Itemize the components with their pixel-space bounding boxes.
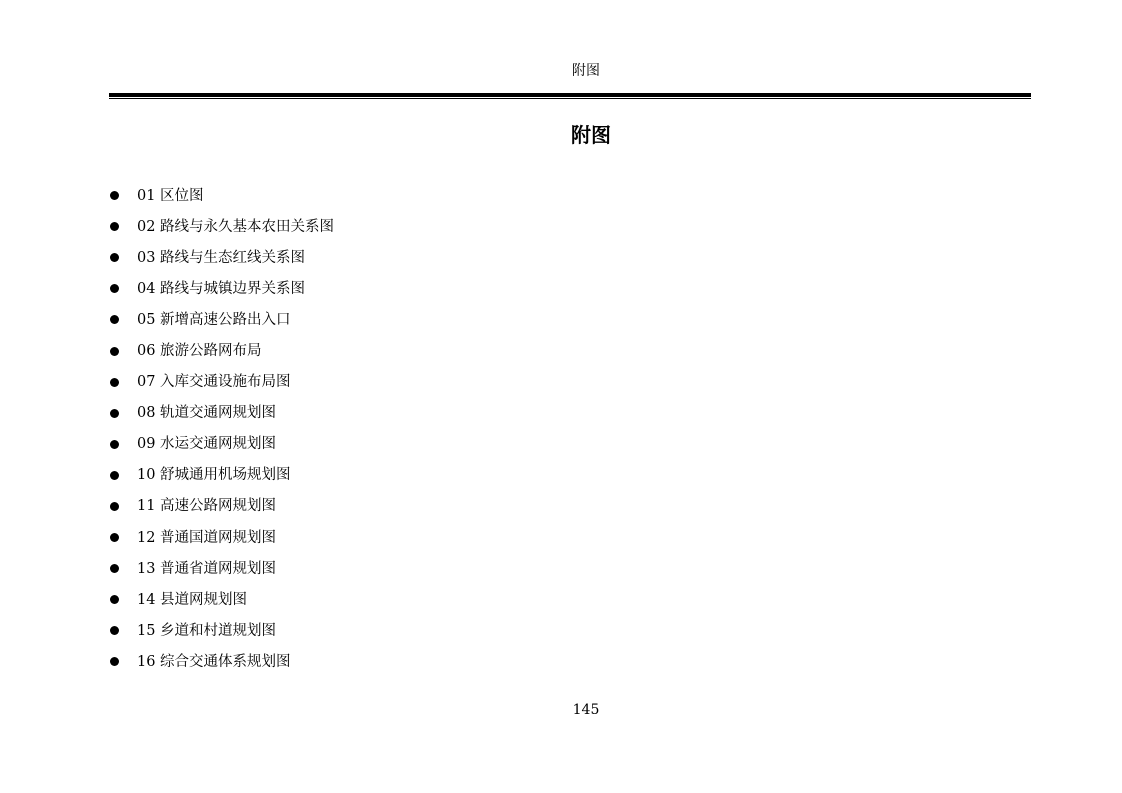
bullet-icon bbox=[110, 378, 119, 387]
bullet-icon bbox=[110, 222, 119, 231]
figure-label: 13 普通省道网规划图 bbox=[137, 560, 277, 577]
figure-label: 06 旅游公路网布局 bbox=[137, 343, 262, 360]
header-rule-thick bbox=[109, 93, 1031, 97]
list-item bbox=[110, 646, 334, 677]
bullet-icon bbox=[110, 347, 119, 356]
bullet-icon bbox=[110, 409, 119, 418]
bullet-icon bbox=[110, 471, 119, 480]
list-item bbox=[110, 367, 334, 398]
figure-list bbox=[110, 180, 334, 678]
figure-label: 11 高速公路网规划图 bbox=[137, 498, 277, 515]
figure-label: 02 路线与永久基本农田关系图 bbox=[137, 218, 335, 235]
bullet-icon bbox=[110, 595, 119, 604]
list-item bbox=[110, 304, 334, 335]
figure-label: 05 新增高速公路出入口 bbox=[137, 311, 291, 328]
bullet-icon bbox=[110, 533, 119, 542]
list-item bbox=[110, 615, 334, 646]
bullet-icon bbox=[110, 626, 119, 635]
page-title: 附图 bbox=[571, 123, 611, 147]
page-number: 145 bbox=[572, 702, 600, 718]
figure-label: 12 普通国道网规划图 bbox=[137, 529, 277, 546]
bullet-icon bbox=[110, 284, 119, 293]
list-item bbox=[110, 491, 334, 522]
list-item bbox=[110, 273, 334, 304]
figure-label: 08 轨道交通网规划图 bbox=[137, 405, 277, 422]
figure-label: 04 路线与城镇边界关系图 bbox=[137, 280, 306, 297]
figure-label: 07 入库交通设施布局图 bbox=[137, 374, 291, 391]
bullet-icon bbox=[110, 657, 119, 666]
list-item bbox=[110, 398, 334, 429]
header-rule-thin bbox=[109, 98, 1031, 99]
bullet-icon bbox=[110, 191, 119, 200]
figure-label: 03 路线与生态红线关系图 bbox=[137, 249, 306, 266]
figure-label: 14 县道网规划图 bbox=[137, 591, 248, 608]
bullet-icon bbox=[110, 440, 119, 449]
bullet-icon bbox=[110, 564, 119, 573]
figure-label: 09 水运交通网规划图 bbox=[137, 436, 277, 453]
list-item bbox=[110, 211, 334, 242]
list-item bbox=[110, 522, 334, 553]
list-item bbox=[110, 553, 334, 584]
figure-label: 16 综合交通体系规划图 bbox=[137, 653, 291, 670]
figure-label: 01 区位图 bbox=[137, 187, 204, 204]
list-item bbox=[110, 429, 334, 460]
list-item bbox=[110, 242, 334, 273]
bullet-icon bbox=[110, 253, 119, 262]
list-item bbox=[110, 584, 334, 615]
list-item bbox=[110, 180, 334, 211]
running-header: 附图 bbox=[572, 63, 600, 79]
list-item bbox=[110, 460, 334, 491]
figure-label: 15 乡道和村道规划图 bbox=[137, 622, 277, 639]
bullet-icon bbox=[110, 502, 119, 511]
list-item bbox=[110, 335, 334, 366]
bullet-icon bbox=[110, 315, 119, 324]
figure-label: 10 舒城通用机场规划图 bbox=[137, 467, 291, 484]
